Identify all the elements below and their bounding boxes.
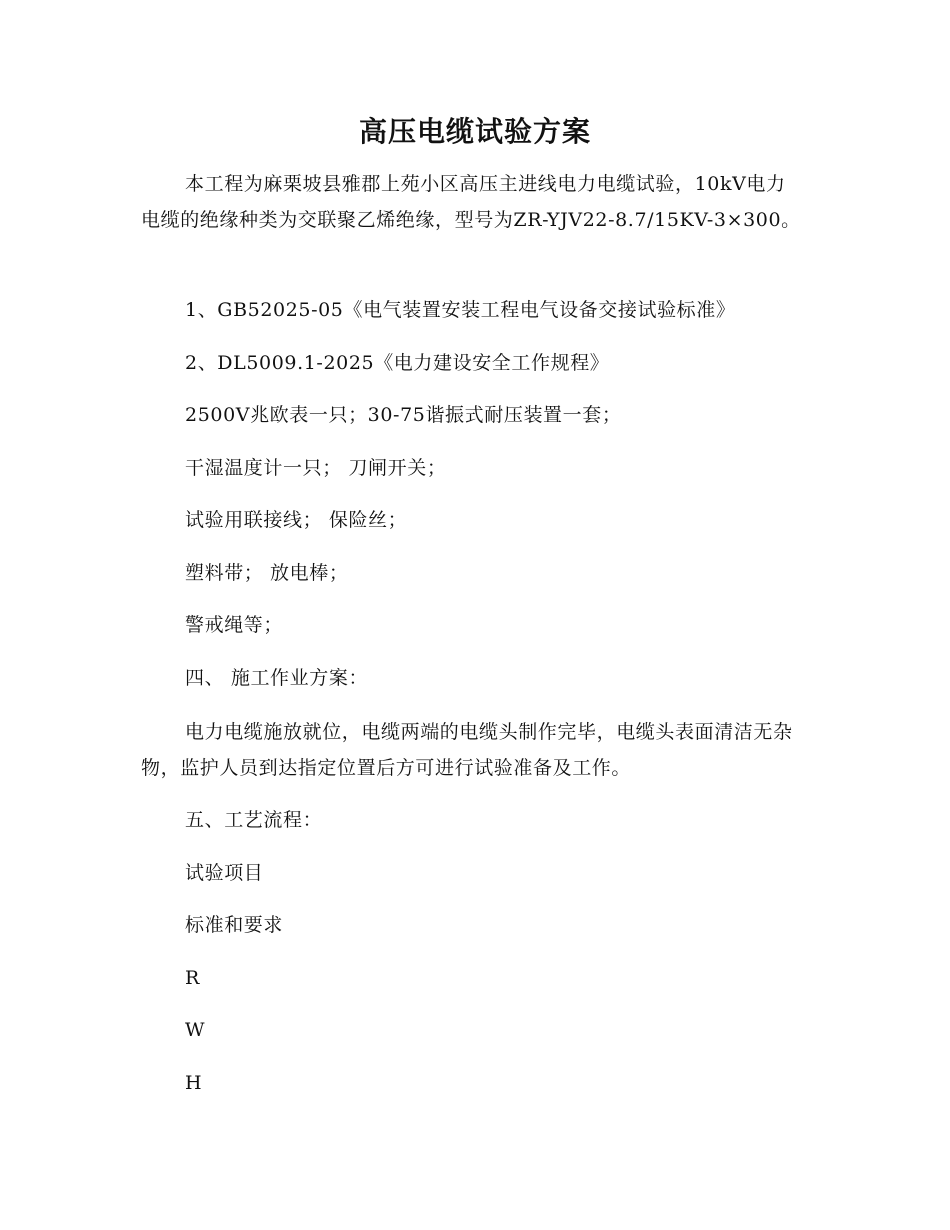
section4-heading: 四、 施工作业方案： — [185, 667, 369, 689]
equipment-item-4: 塑料带； 放电棒； — [185, 562, 349, 584]
table-item-h: H — [185, 1072, 203, 1094]
table-item-test-item: 试验项目 — [185, 862, 264, 884]
section5-heading: 五、工艺流程： — [185, 809, 323, 831]
equipment-item-3: 试验用联接线； 保险丝； — [185, 509, 408, 531]
document-title: 高压电缆试验方案 — [358, 115, 591, 148]
standard-item-1: 1、GB52025-05《电气装置安装工程电气设备交接试验标准》 — [185, 299, 736, 321]
section4-body: 电力电缆施放就位，电缆两端的电缆头制作完毕，电缆头表面清洁无杂物，监护人员到达指定位置后方可进行试验准备及工作。 — [141, 721, 793, 779]
table-item-standard: 标准和要求 — [185, 914, 284, 936]
intro-paragraph: 本工程为麻栗坡县雅郡上苑小区高压主进线电力电缆试验，10kV电力电缆的绝缘种类为交联聚乙烯绝缘，型号为ZR-YJV22-8.7/15KV-3×300。 — [141, 173, 801, 231]
equipment-item-5: 警戒绳等； — [185, 614, 284, 636]
table-item-w: W — [185, 1019, 206, 1041]
standard-item-2: 2、DL5009.1-2025《电力建设安全工作规程》 — [185, 352, 610, 374]
equipment-item-1: 2500V兆欧表一只；30-75谐振式耐压装置一套； — [185, 404, 622, 426]
equipment-item-2: 干湿温度计一只； 刀闸开关； — [185, 457, 447, 479]
table-item-r: R — [185, 967, 200, 989]
